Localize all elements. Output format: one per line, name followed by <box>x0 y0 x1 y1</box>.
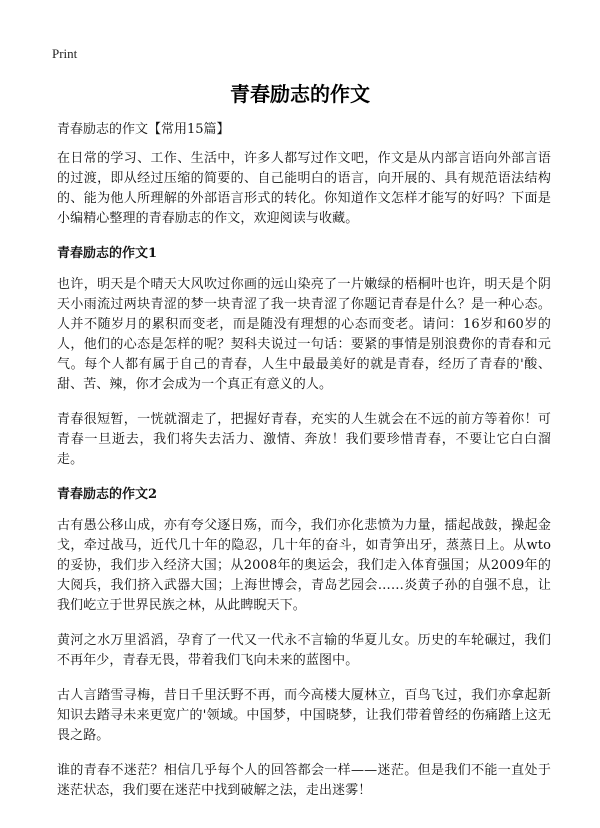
section-2-paragraph-1: 古有愚公移山成，亦有夸父逐日殇，而今，我们亦化悲愤为力量，擂起战鼓，操起金戈，牵过战马，近代几十年的隐忍，几十年的奋斗，如青笋出牙，蒸蒸日上。从wto的妥协，我们步入经济大国；从2008年的奥运会，我们走入体育强国；从2009年的大阅兵，我们挤入武器大国；上海世博会，青岛艺园会……炎黄子孙的自强不息，让我们屹立于世界民族之林，从此睥睨天下。 <box>57 518 551 613</box>
section-1-paragraph-1: 也许，明天是个晴天大风吹过你画的远山染亮了一片嫩绿的梧桐叶也许，明天是个阴天小雨流过两块青涩的梦一块青涩了我一块青涩了你题记青春是什么？是一种心态。人并不随岁月的累积而变老，而是随没有理想的心态而变老。请问：16岁和60岁的人，他们的心态是怎样的呢？契科夫说过一句话：要紧的事情是别浪费你的青春和元气。每个人都有属于自己的青春，人生中最最美好的就是青春，经历了青春的'酸、甜、苦、辣，你才会成为一个真正有意义的人。 <box>57 277 551 392</box>
section-heading-1: 青春励志的作文1 <box>57 246 158 261</box>
section-heading-2: 青春励志的作文2 <box>57 487 158 502</box>
section-2-paragraph-4: 谁的青春不迷茫？相信几乎每个人的回答都会一样——迷茫。但是我们不能一直处于迷茫状态，我们要在迷茫中找到破解之法，走出迷雾！ <box>57 763 551 798</box>
section-2-paragraph-3: 古人言踏雪寻梅，昔日千里沃野不再，而今高楼大厦林立，百鸟飞过，我们亦拿起新知识去踏寻未来更宽广的'领域。中国梦，中国晓梦，让我们带着曾经的伤痛踏上这无畏之路。 <box>57 688 551 743</box>
intro-paragraph: 在日常的学习、工作、生活中，许多人都写过作文吧，作文是从内部言语向外部言语的过渡，即从经过压缩的简要的、自己能明白的语言，向开展的、具有规范语法结构的、能为他人所理解的外部语言形式的转化。你知道作文怎样才能写的好吗？下面是小编精心整理的青春励志的作文，欢迎阅读与收藏。 <box>57 151 551 226</box>
document-body <box>57 120 551 816</box>
section-1-paragraph-2: 青春很短暂，一恍就溜走了，把握好青春，充实的人生就会在不远的前方等着你！可青春一旦逝去，我们将失去活力、激情、奔放！我们要珍惜青春，不要让它白白溜走。 <box>57 412 551 467</box>
page-title: 青春励志的作文 <box>230 82 370 106</box>
section-2-paragraph-2: 黄河之水万里滔滔，孕育了一代又一代永不言输的华夏儿女。历史的车轮碾过，我们不再年少，青春无畏，带着我们飞向未来的蓝图中。 <box>57 633 551 668</box>
print-link[interactable]: Print <box>52 46 78 61</box>
document-subtitle: 青春励志的作文【常用15篇】 <box>57 122 230 137</box>
